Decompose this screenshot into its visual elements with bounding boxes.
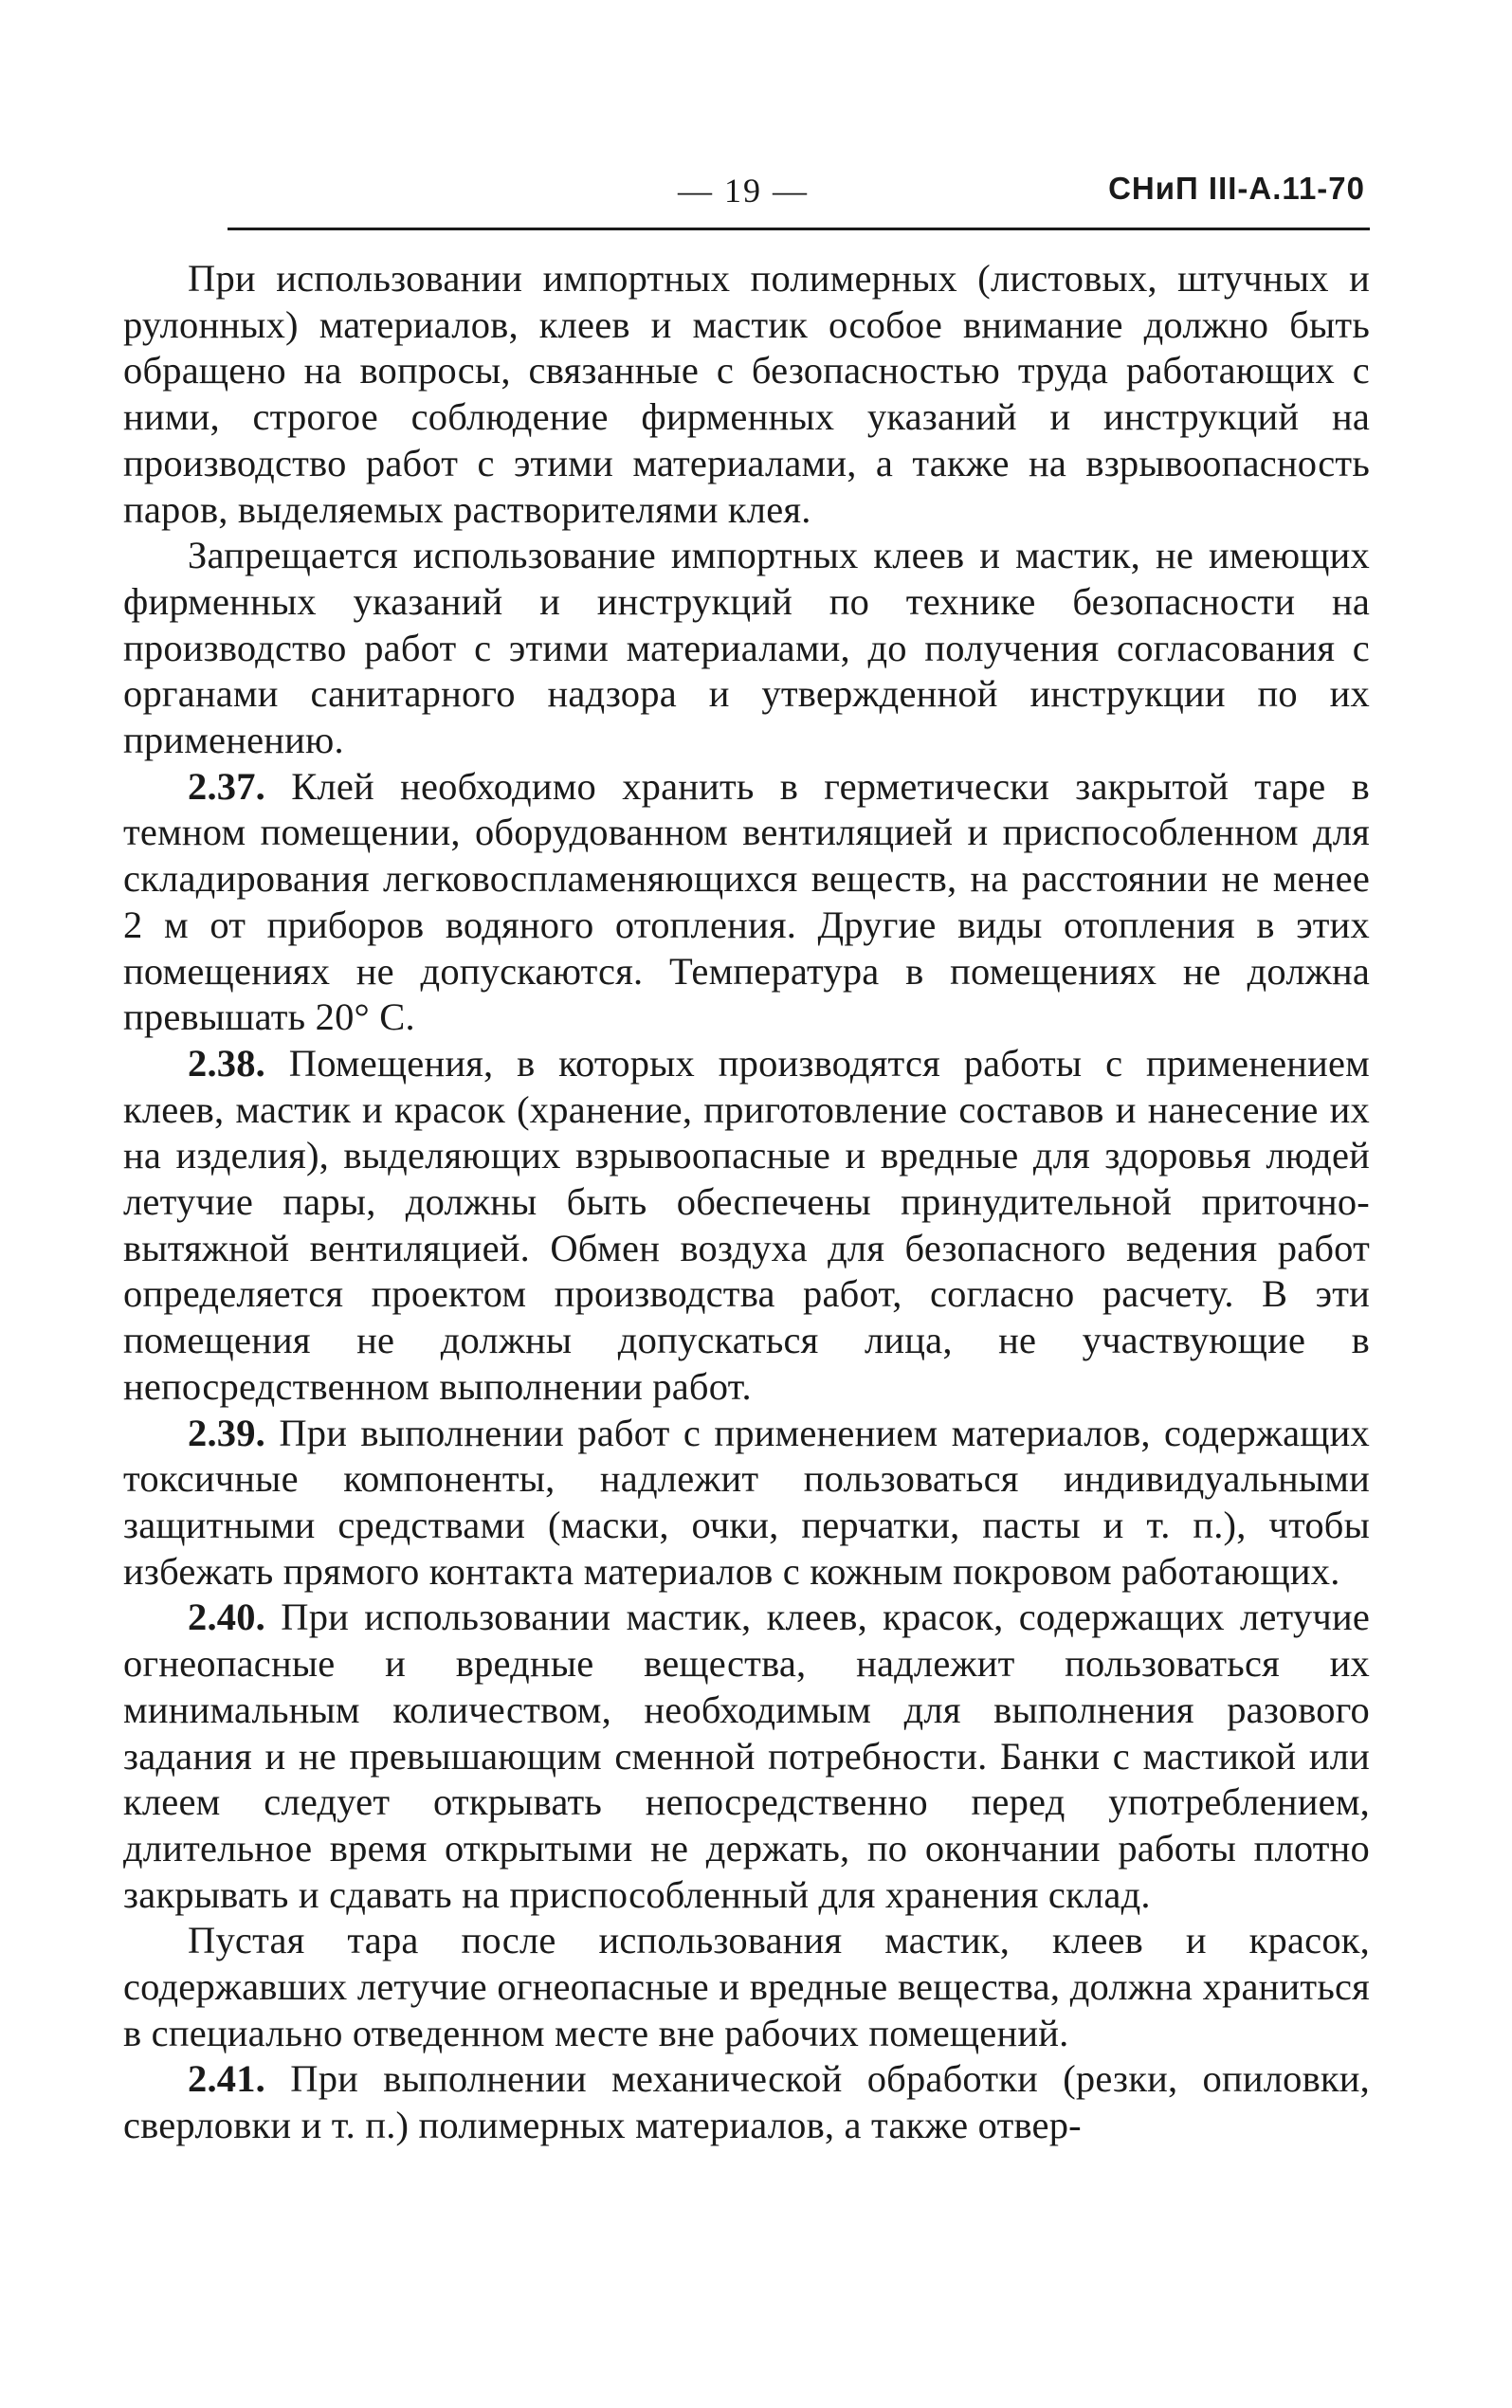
body-text [123, 256, 1370, 2149]
paragraph-text: Пустая тара после использования мастик, клеев и красок, содержавших летучие огнеопасные и вредные вещества, должна храниться в специально отведенном месте вне рабочих помещений. [123, 1919, 1370, 2054]
document-code: СНиП III-А.11-70 [1108, 171, 1365, 206]
paragraph [123, 1918, 1370, 2056]
paragraph [123, 2056, 1370, 2148]
paragraph-text: Клей необходимо хранить в герметически закрытой таре в темном помещении, оборудованном вентиляцией и приспособленном для складирования легковоспламеняющихся веществ, на расстоянии не менее 2 м от приборов водяного отопления. Другие виды отопления в этих помещениях не допускаются. Температура в помещениях не должна превышать 20° С. [123, 764, 1370, 1039]
paragraph [123, 764, 1370, 1041]
clause-number: 2.41. [188, 2057, 265, 2101]
paragraph-text: При выполнении работ с применением материалов, содержащих токсичные компоненты, надлежит пользоваться индивидуальными защитными средствами (маски, очки, перчатки, пасты и т. п.), чтобы избежать прямого контакта материалов с кожным покровом работающих. [123, 1411, 1370, 1593]
clause-number: 2.37. [188, 764, 265, 808]
page-header [228, 171, 1365, 214]
paragraph [123, 1595, 1370, 1918]
paragraph [123, 1411, 1370, 1596]
paragraph [123, 256, 1370, 533]
clause-number: 2.40. [188, 1596, 265, 1639]
paragraph-text: Запрещается использование импортных клеев и мастик, не имеющих фирменных указаний и инструкций по технике безопасности на производство работ с этими материалами, до получения согласования с органами санитарного надзора и утвержденной инструкции по их применению. [123, 534, 1370, 762]
paragraph [123, 1041, 1370, 1411]
page-number: — 19 — [678, 172, 809, 210]
paragraph-text: При выполнении механической обработки (резки, опиловки, сверловки и т. п.) полимерных материалов, а также отвер- [123, 2057, 1370, 2147]
paragraph [123, 533, 1370, 764]
paragraph-text: Помещения, в которых производятся работы с применением клеев, мастик и красок (хранение, приготовление составов и нанесение их на изделия), выделяющих взрывоопасные и вредные для здоровья людей летучие пары, должны быть обеспечены принудительной приточно-вытяжной вентиляцией. Обмен воздуха для безопасного ведения работ определяется проектом производства работ, согласно расчету. В эти помещения не должны допускаться лица, не участвующие в непосредственном выполнении работ. [123, 1041, 1371, 1408]
paragraph-text: При использовании импортных полимерных (листовых, штучных и рулонных) материалов, клеев и мастик особое внимание должно быть обращено на вопросы, связанные с безопасностью труда работающих с ними, строгое соблюдение фирменных указаний и инструкций на производство работ с этими материалами, а также на взрывоопасность паров, выделяемых растворителями клея. [123, 257, 1370, 531]
clause-number: 2.39. [188, 1411, 265, 1454]
clause-number: 2.38. [188, 1041, 265, 1085]
paragraph-text: При использовании мастик, клеев, красок, содержащих летучие огнеопасные и вредные вещества, надлежит пользоваться их минимальным количеством, необходимым для выполнения разового задания и не превышающим сменной потребности. Банки с мастикой или клеем следует открывать непосредственно перед употреблением, длительное время открытыми не держать, по окончании работы плотно закрывать и сдавать на приспособленный для хранения склад. [123, 1596, 1370, 1916]
header-divider [228, 228, 1370, 230]
